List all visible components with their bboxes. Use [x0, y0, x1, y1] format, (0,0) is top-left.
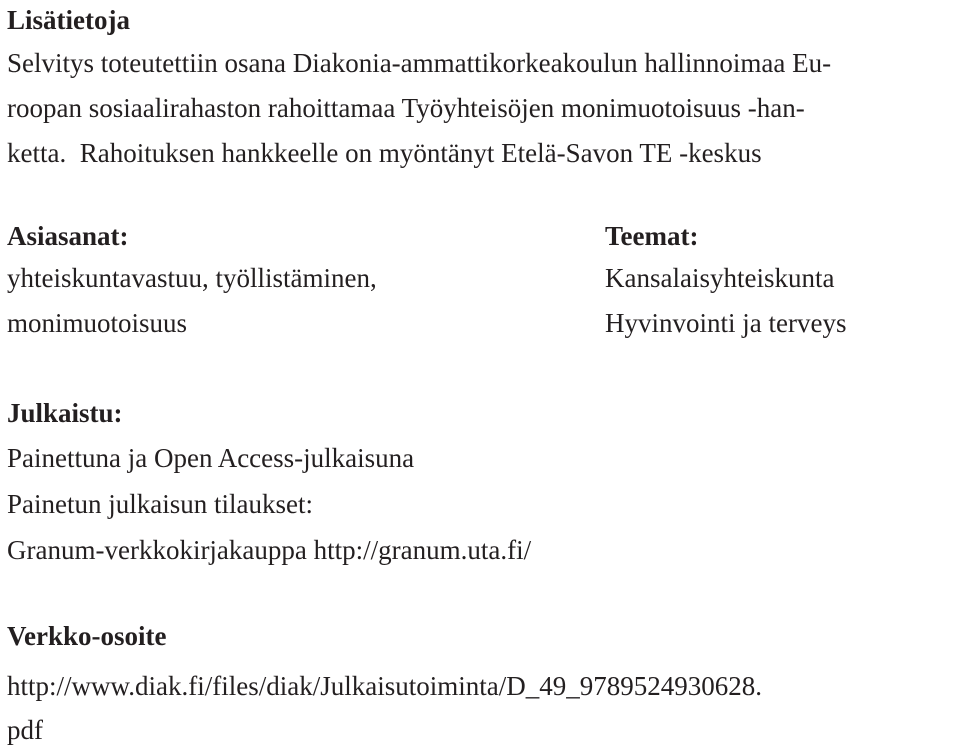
- lisatietoja-line-3: ketta. Rahoituksen hankkeelle on myöntänyt Etelä-Savon TE -keskus: [7, 138, 762, 168]
- julkaistu-line-2: Painetun julkaisun tilaukset:: [7, 489, 313, 519]
- julkaistu-heading: Julkaistu:: [7, 398, 123, 428]
- teemat-section: [605, 218, 846, 346]
- lisatietoja-heading: Lisätietoja: [7, 5, 130, 35]
- julkaistu-line-1: Painettuna ja Open Access-julkaisuna: [7, 443, 415, 473]
- verkko-osoite-text: [7, 664, 762, 752]
- verkko-osoite-line-1: http://www.diak.fi/files/diak/Julkaisutoiminta/D_49_9789524930628.: [7, 671, 762, 701]
- lisatietoja-line-1: Selvitys toteutettiin osana Diakonia-ammattikorkeakoulun hallinnoimaa Eu-: [7, 48, 832, 78]
- teemat-line-1: Kansalaisyhteiskunta: [605, 263, 835, 293]
- asiasanat-text: [7, 256, 377, 346]
- asiasanat-line-2: monimuotoisuus: [7, 308, 188, 338]
- lisatietoja-line-2: roopan sosiaalirahaston rahoittamaa Työyhteisöjen monimuotoisuus -han-: [7, 93, 805, 123]
- asiasanat-section: [7, 218, 377, 346]
- julkaistu-line-3: Granum-verkkokirjakauppa http://granum.uta.fi/: [7, 535, 532, 565]
- asiasanat-heading: Asiasanat:: [7, 221, 129, 251]
- teemat-line-2: Hyvinvointi ja terveys: [605, 308, 847, 338]
- lisatietoja-text: [7, 41, 831, 176]
- teemat-heading: Teemat:: [605, 221, 699, 251]
- verkko-osoite-section: [7, 618, 762, 752]
- julkaistu-section: [7, 395, 531, 573]
- lisatietoja-section: [7, 2, 831, 176]
- verkko-osoite-line-2: pdf: [7, 715, 43, 745]
- julkaistu-text: [7, 435, 531, 573]
- teemat-text: [605, 256, 846, 346]
- asiasanat-line-1: yhteiskuntavastuu, työllistäminen,: [7, 263, 377, 293]
- verkko-osoite-heading: Verkko-osoite: [7, 621, 167, 651]
